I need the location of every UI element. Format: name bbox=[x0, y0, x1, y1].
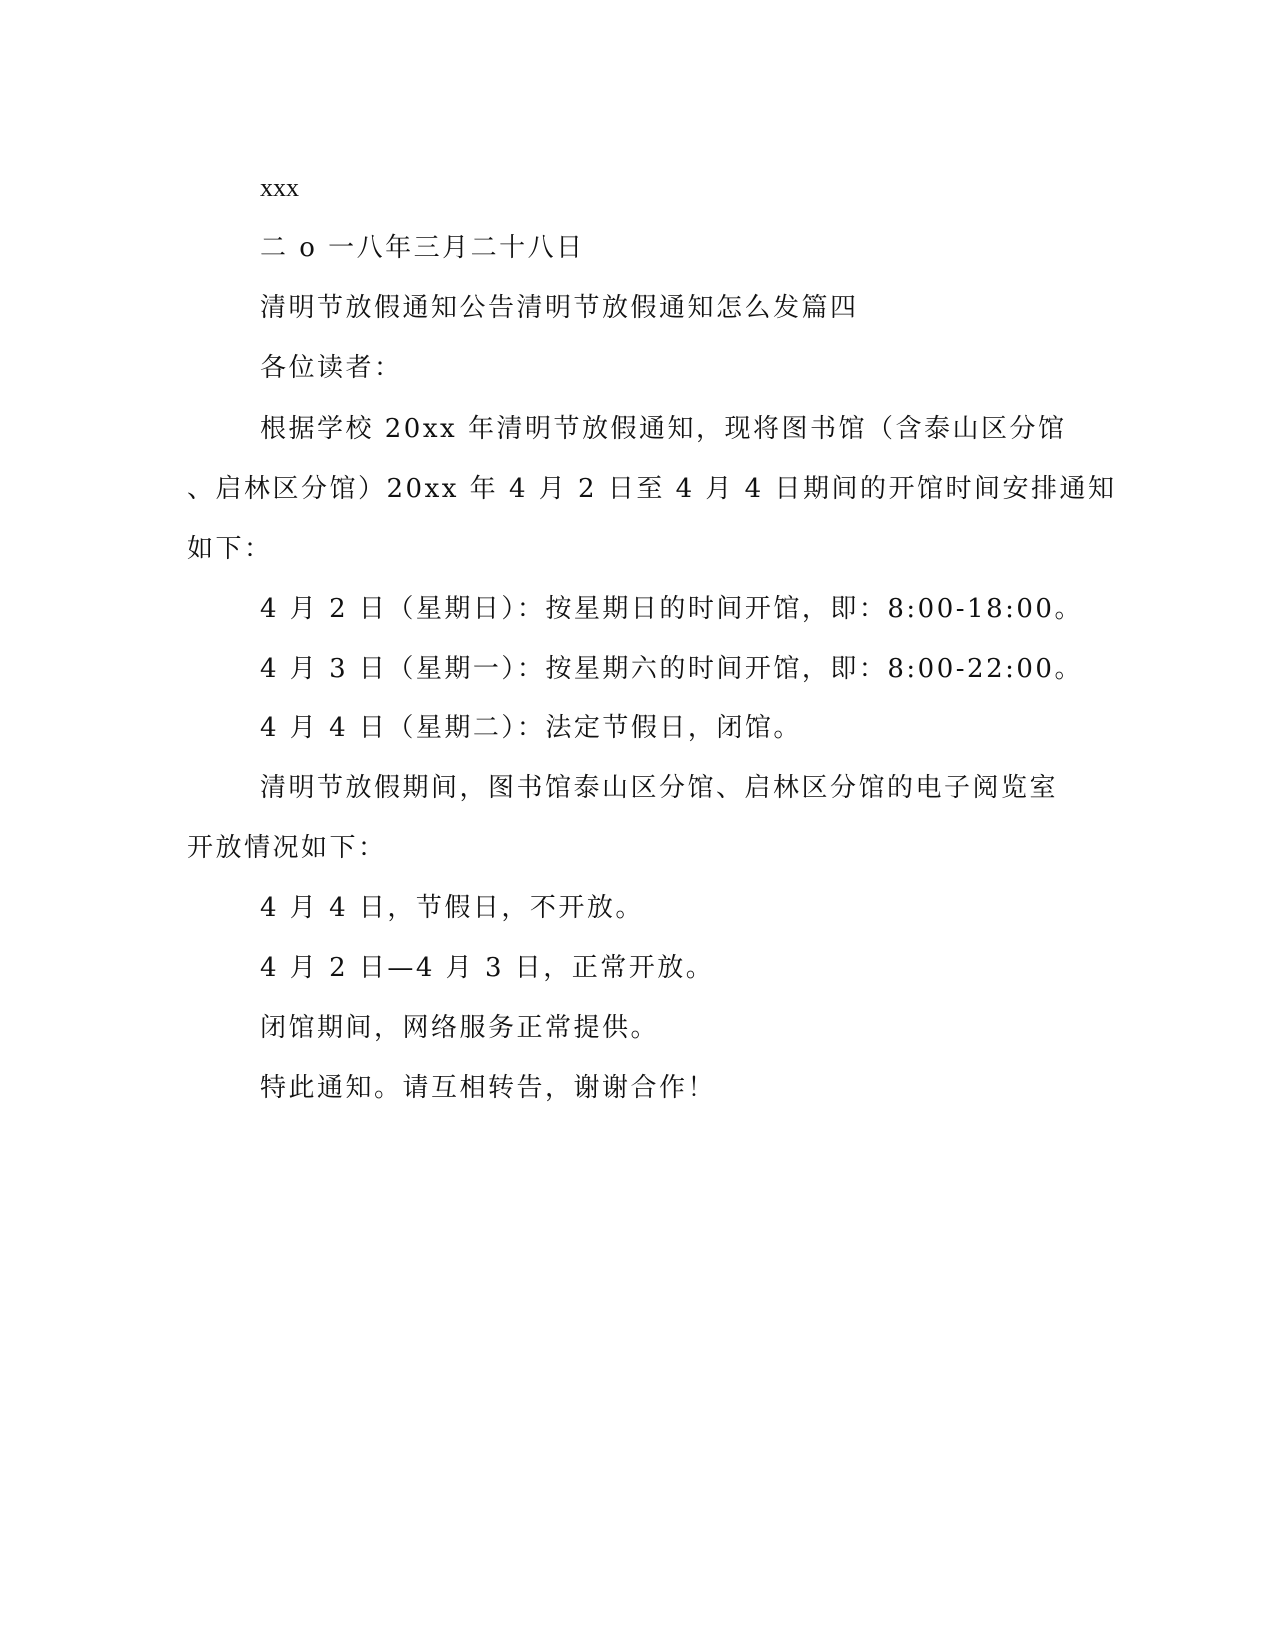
reading-room-item: 4 月 2 日—4 月 3 日，正常开放。 bbox=[260, 953, 715, 983]
schedule-item: 4 月 4 日（星期二）：法定节假日，闭馆。 bbox=[260, 713, 802, 743]
signature-date: 二 o 一八年三月二十八日 bbox=[260, 233, 585, 263]
section-title: 清明节放假通知公告清明节放假通知怎么发篇四 bbox=[260, 293, 859, 323]
body-paragraph-line: 根据学校 20xx 年清明节放假通知，现将图书馆（含泰山区分馆 bbox=[260, 414, 1067, 444]
salutation: 各位读者： bbox=[260, 353, 403, 383]
reading-room-item: 4 月 4 日，节假日，不开放。 bbox=[260, 893, 644, 923]
body-paragraph-line: 、启林区分馆）20xx 年 4 月 2 日至 4 月 4 日期间的开馆时间安排通知 bbox=[187, 474, 1117, 504]
network-service-note: 闭馆期间，网络服务正常提供。 bbox=[260, 1013, 660, 1043]
schedule-item: 4 月 2 日（星期日）：按星期日的时间开馆，即：8:00-18:00。 bbox=[260, 594, 1083, 624]
signature-name: xxx bbox=[260, 173, 299, 202]
body-paragraph-line: 开放情况如下： bbox=[187, 833, 387, 863]
body-paragraph-line: 如下： bbox=[187, 534, 273, 564]
closing-remark: 特此通知。请互相转告，谢谢合作！ bbox=[260, 1073, 717, 1103]
body-paragraph-line: 清明节放假期间，图书馆泰山区分馆、启林区分馆的电子阅览室 bbox=[260, 773, 1059, 803]
schedule-item: 4 月 3 日（星期一）：按星期六的时间开馆，即：8:00-22:00。 bbox=[260, 654, 1083, 684]
